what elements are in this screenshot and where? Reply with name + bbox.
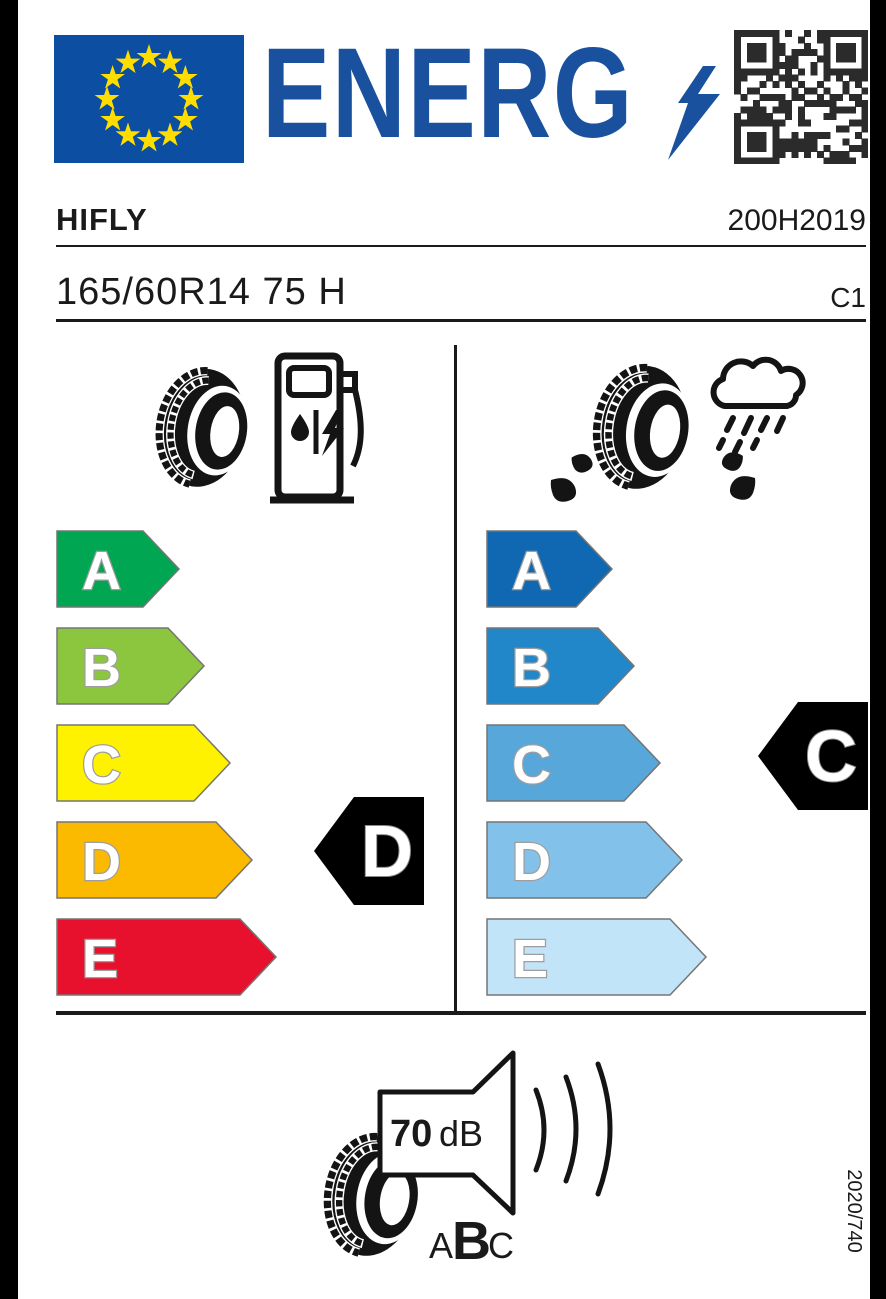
column-divider bbox=[454, 345, 457, 1011]
regulation-number: 2020/740 bbox=[843, 1169, 865, 1253]
wet-grip-class-letter: A bbox=[512, 541, 551, 601]
fuel-class-B-arrow bbox=[56, 627, 206, 705]
fuel-class-D-arrow bbox=[56, 821, 254, 899]
size-row bbox=[56, 268, 866, 314]
wet-grip-rating-value: C bbox=[805, 717, 857, 797]
divider-line bbox=[56, 1011, 866, 1015]
eu-flag-stars bbox=[54, 35, 244, 163]
wet-grip-scale bbox=[486, 530, 708, 1015]
sound-waves-icon bbox=[536, 1064, 610, 1194]
noise-level-a: A bbox=[429, 1225, 454, 1266]
eu-flag-icon bbox=[54, 35, 244, 163]
energ-logo-text: ENERG bbox=[262, 22, 635, 165]
brand-name: HIFLY bbox=[56, 202, 148, 237]
noise-level-b-active: B bbox=[452, 1211, 491, 1271]
tire-class: C1 bbox=[830, 282, 866, 313]
wet-grip-class-letter: D bbox=[512, 832, 551, 892]
fuel-rating-value: D bbox=[361, 812, 413, 892]
wet-grip-class-D-arrow bbox=[486, 821, 684, 899]
wet-grip-class-letter: C bbox=[512, 735, 551, 795]
fuel-class-letter: B bbox=[82, 638, 121, 698]
lightning-bolt-icon bbox=[668, 66, 722, 160]
fuel-rating-selected-arrow bbox=[314, 795, 426, 907]
fuel-efficiency-scale bbox=[56, 530, 278, 1015]
wet-grip-class-A-arrow bbox=[486, 530, 614, 608]
wet-grip-rating-selected-arrow bbox=[758, 700, 870, 812]
fuel-class-letter: A bbox=[82, 541, 121, 601]
fuel-class-letter: C bbox=[82, 735, 121, 795]
divider-line bbox=[56, 319, 866, 322]
qr-code bbox=[734, 30, 868, 164]
brand-row bbox=[56, 198, 866, 238]
fuel-class-letter: E bbox=[82, 929, 119, 989]
fuel-class-C-arrow bbox=[56, 724, 232, 802]
model-code: 200H2019 bbox=[727, 204, 866, 237]
wet-grip-class-C-arrow bbox=[486, 724, 662, 802]
tire-fuel-pump-icon bbox=[143, 348, 378, 508]
tire-size: 165/60R14 75 H bbox=[56, 271, 347, 313]
noise-db-unit: dB bbox=[439, 1113, 484, 1154]
wet-grip-class-B-arrow bbox=[486, 627, 636, 705]
fuel-class-A-arrow bbox=[56, 530, 181, 608]
noise-db-value: 70 bbox=[390, 1113, 433, 1155]
fuel-class-letter: D bbox=[82, 832, 121, 892]
divider-line bbox=[56, 245, 866, 247]
fuel-class-E-arrow bbox=[56, 918, 278, 996]
wet-grip-class-letter: B bbox=[512, 638, 551, 698]
noise-level-c: C bbox=[488, 1225, 514, 1266]
tire-rain-cloud-icon bbox=[543, 344, 813, 524]
wet-grip-class-letter: E bbox=[512, 929, 549, 989]
noise-rating-icon bbox=[308, 1045, 628, 1280]
wet-grip-class-E-arrow bbox=[486, 918, 708, 996]
